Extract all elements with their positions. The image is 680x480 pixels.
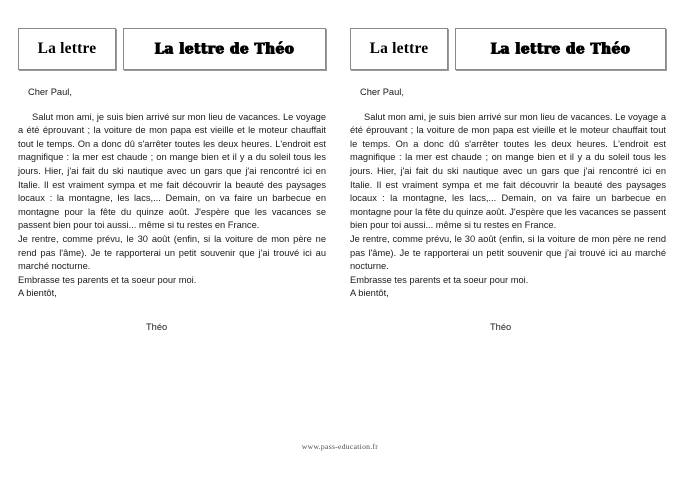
letter-closing: A bientôt, xyxy=(350,288,389,299)
letter-body-right xyxy=(350,86,666,335)
letter-signature: Théo xyxy=(490,321,512,332)
decorative-title: La lettre de Théo xyxy=(490,40,631,58)
page-title: La lettre xyxy=(369,40,429,57)
letter-salutation: Cher Paul, xyxy=(28,87,72,97)
title-box-plain-right xyxy=(350,28,448,70)
title-boxes-row-left xyxy=(18,28,326,70)
letter-paragraph-1: Salut mon ami, je suis bien arrivé sur mon lieu de vacances. Le voyage a été éprouvant ; la voiture de mon papa est vieille et le moteur chauffait tout le temps. On a donc dû s'arrêter toutes les deux heures. L'endroit est magnifique : la mer est chaude ; on mange bien et il y a du soleil tous les jours. Hier, j'ai fait du ski nautique avec un gars que j'ai rencontré ici en Italie. Il est vraiment sympa et me fait découvrir la beauté des paysages locaux : la montagne, les lacs,... Demain, on va faire un barbecue en montagne pour la fête du quinze août. J'espère que les vacances se passent bien pour toi aussi... même si tu restes en France. xyxy=(350,111,667,231)
letter-paragraph-3: Embrasse tes parents et ta soeur pour moi. xyxy=(350,274,529,285)
letter-column-left xyxy=(0,28,340,335)
title-boxes-row-right xyxy=(350,28,666,70)
title-box-plain-left xyxy=(18,28,116,70)
footer-url: www.pass-education.fr xyxy=(301,442,379,451)
page-title: La lettre xyxy=(37,40,97,57)
letter-paragraph-2: Je rentre, comme prévu, le 30 août (enfin, si la voiture de mon père ne rend pas l'âme). Je te rapporterai un petit souvenir que j'ai trouvé ici au marché nocturne. xyxy=(350,233,666,272)
title-box-fancy-right xyxy=(455,28,666,70)
letter-paragraph-2: Je rentre, comme prévu, le 30 août (enfin, si la voiture de mon père ne rend pas l'âme). Je te rapporterai un petit souvenir que j'ai trouvé ici au marché nocturne. xyxy=(18,233,326,272)
letter-salutation: Cher Paul, xyxy=(360,87,404,97)
letter-column-right xyxy=(340,28,680,335)
letter-paragraph-1: Salut mon ami, je suis bien arrivé sur mon lieu de vacances. Le voyage a été éprouvant ; la voiture de mon papa est vieille et le moteur chauffait tout le temps. On a donc dû s'arrêter toutes les deux heures. L'endroit est magnifique : la mer est chaude ; on mange bien et il y a du soleil tous les jours. Hier, j'ai fait du ski nautique avec un gars que j'ai rencontré ici en Italie. Il est vraiment sympa et me fait découvrir la beauté des paysages locaux : la montagne, les lacs,... Demain, on va faire un barbecue en montagne pour la fête du quinze août. J'espère que les vacances se passent bien pour toi aussi... même si tu restes en France. xyxy=(18,111,326,231)
letter-signature: Théo xyxy=(146,321,168,332)
letter-closing: A bientôt, xyxy=(18,288,57,299)
letter-paragraph-3: Embrasse tes parents et ta soeur pour moi. xyxy=(18,274,197,285)
title-box-fancy-left xyxy=(123,28,326,70)
letter-body-left xyxy=(18,86,326,335)
decorative-title: La lettre de Théo xyxy=(154,40,295,58)
